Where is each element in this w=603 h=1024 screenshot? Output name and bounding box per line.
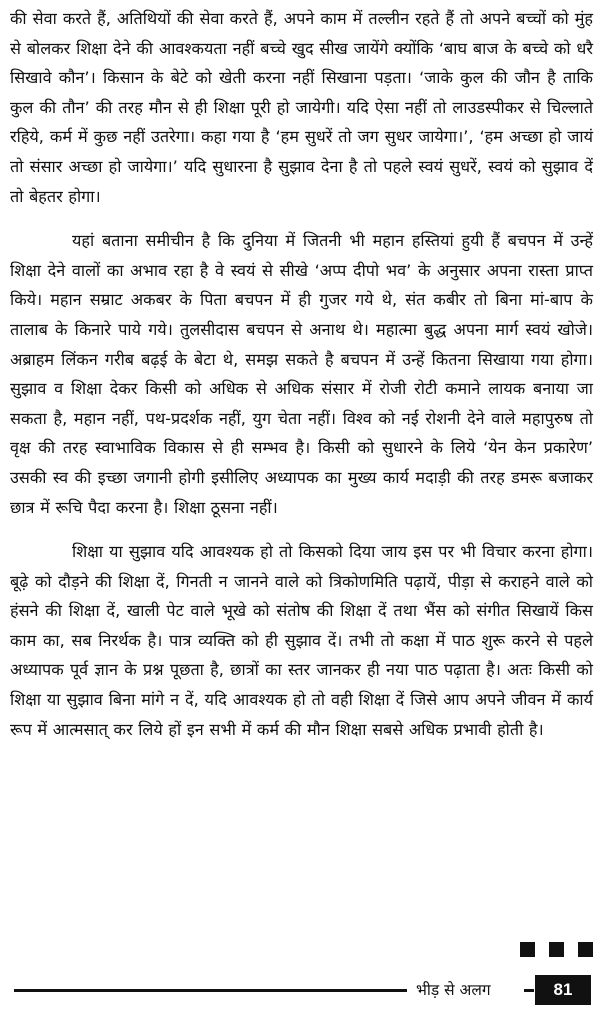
end-square-icon <box>520 942 535 957</box>
book-title: भीड़ से अलग <box>416 981 491 999</box>
section-end-marks <box>520 942 593 957</box>
page-body <box>10 4 593 744</box>
footer-rule-left <box>14 989 407 992</box>
paragraph-2: यहां बताना समीचीन है कि दुनिया में जितनी भी महान हस्तियां हुयी हैं बचपन में उन्हें शिक्षा देने वालों का अभाव रहा है वे स्वयं से सीखे ‘अप्प दीपो भव’ के अनुसार अपना रास्ता प्राप्त किये। महान सम्राट अकबर के पिता बचपन में ही गुजर गये थे, संत कबीर तो बिना मां-बाप के तालाब के किनारे पाये गये। तुलसीदास बचपन से अनाथ थे। महात्मा बुद्ध अपना मार्ग स्वयं खोजे। अब्राहम लिंकन गरीब बढ़ई के बेटा थे, समझ सकते है बचपन में उन्हें कितना सिखाया गया होगा। सुझाव व शिक्षा देकर किसी को अधिक से अधिक संसार में रोजी रोटी कमाने लायक बनाया जा सकता है, महान नहीं, पथ-प्रदर्शक नहीं, युग चेता नहीं। विश्व को नई रोशनी देने वाले महापुरुष तो वृक्ष की तरह स्वाभाविक विकास से ही सम्भव है। किसी को सुधारने के लिये ‘येन केन प्रकारेण’ उसकी स्व की इच्छा जगानी होगी इसीलिए अध्यापक का मुख्य कार्य मदाड़ी की तरह डमरू बजाकर छात्र में रूचि पैदा करना है। शिक्षा ठूसना नहीं। <box>10 231 593 517</box>
paragraph-1: की सेवा करते हैं, अतिथियों की सेवा करते हैं, अपने काम में तल्लीन रहते हैं तो अपने बच्चों को मुंह से बोलकर शिक्षा देने की आवश्कयता नहीं बच्चे खुद सीख जायेंगे क्योंकि ‘बाघ बाज के बच्चे को धरै सिखावे कौन’। किसान के बेटे को खेती करना नहीं सिखाना पड़ता। ‘जाके कुल की जौन है ताकि कुल की तौन’ की तरह मौन से ही शिक्षा पूरी हो जायेगी। यदि ऐसा नहीं तो लाउडस्पीकर से चिल्लाते रहिये, कर्म में कुछ नहीं उतरेगा। कहा गया है ‘हम सुधरें तो जग सुधर जायेगा।’, ‘हम अच्छा हो जायं तो संसार अच्छा हो जायेगा।’ यदि सुधारना है सुझाव देना है तो पहले स्वयं सुधरें, स्वयं को सुझाव दें तो बेहतर होगा। <box>10 9 593 206</box>
end-square-icon <box>578 942 593 957</box>
footer-rule-right <box>524 989 534 992</box>
page-footer <box>14 975 593 1005</box>
page-number: 81 <box>535 975 591 1005</box>
end-square-icon <box>549 942 564 957</box>
paragraph-3: शिक्षा या सुझाव यदि आवश्यक हो तो किसको दिया जाय इस पर भी विचार करना होगा। बूढ़े को दौड़ने की शिक्षा दें, गिनती न जानने वाले को त्रिकोणमिति पढ़ायें, पीड़ा से कराहने वाले को हंसने की शिक्षा दें, खाली पेट वाले भूखे को संतोष की शिक्षा दें तथा भैंस को संगीत सिखायें किस काम का, सब निरर्थक है। पात्र व्यक्ति को ही सुझाव दें। तभी तो कक्षा में पाठ शुरू करने से पहले अध्यापक पूर्व ज्ञान के प्रश्न पूछता है, छात्रों का स्तर जानकर ही नया पाठ पढ़ाता है। अतः किसी को शिक्षा या सुझाव बिना मांगे न दें, यदि आवश्यक हो तो वही शिक्षा दें जिसे आप अपने जीवन में कार्य रूप में आत्मसात् कर लिये हों इन सभी में कर्म की मौन शिक्षा सबसे अधिक प्रभावी होती है। <box>10 542 593 739</box>
